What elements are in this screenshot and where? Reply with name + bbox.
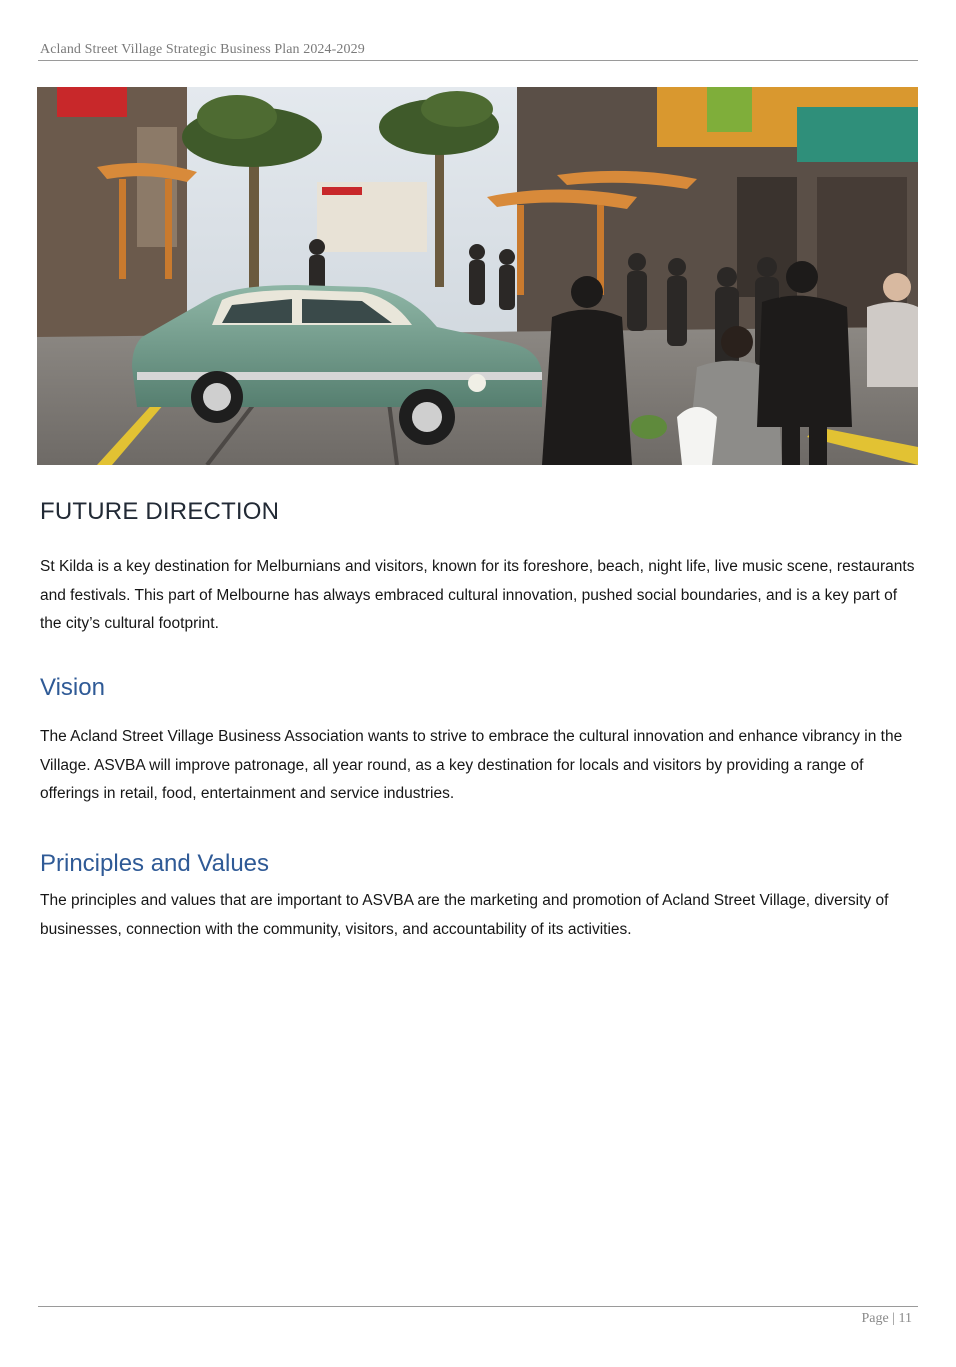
hero-photo xyxy=(37,87,918,465)
vision-heading: Vision xyxy=(40,674,105,701)
page-number: Page | 11 xyxy=(861,1311,912,1326)
footer-divider xyxy=(38,1306,918,1307)
hero-photo-illustration xyxy=(37,87,918,465)
future-direction-paragraph: St Kilda is a key destination for Melburnians and visitors, known for its foreshore, beach, night life, live music scene, restaurants and festivals. This part of Melbourne has always embraced cultural innovation, pushed social boundaries, and is a key part of the city’s cultural footprint. xyxy=(40,558,915,632)
principles-paragraph: The principles and values that are important to ASVBA are the marketing and promotion of Acland Street Village, diversity of businesses, connection with the community, visitors, and accountability of its activities. xyxy=(40,892,889,938)
future-direction-heading: FUTURE DIRECTION xyxy=(40,498,280,525)
header-divider xyxy=(38,60,918,61)
principles-heading: Principles and Values xyxy=(40,850,270,877)
vision-paragraph: The Acland Street Village Business Association wants to strive to embrace the cultural innovation and enhance vibrancy in the Village. ASVBA will improve patronage, all year round, as a key destination for locals and visitors by providing a range of offerings in retail, food, entertainment and service industries. xyxy=(40,728,903,802)
running-header: Acland Street Village Strategic Business Plan 2024-2029 xyxy=(40,42,365,57)
